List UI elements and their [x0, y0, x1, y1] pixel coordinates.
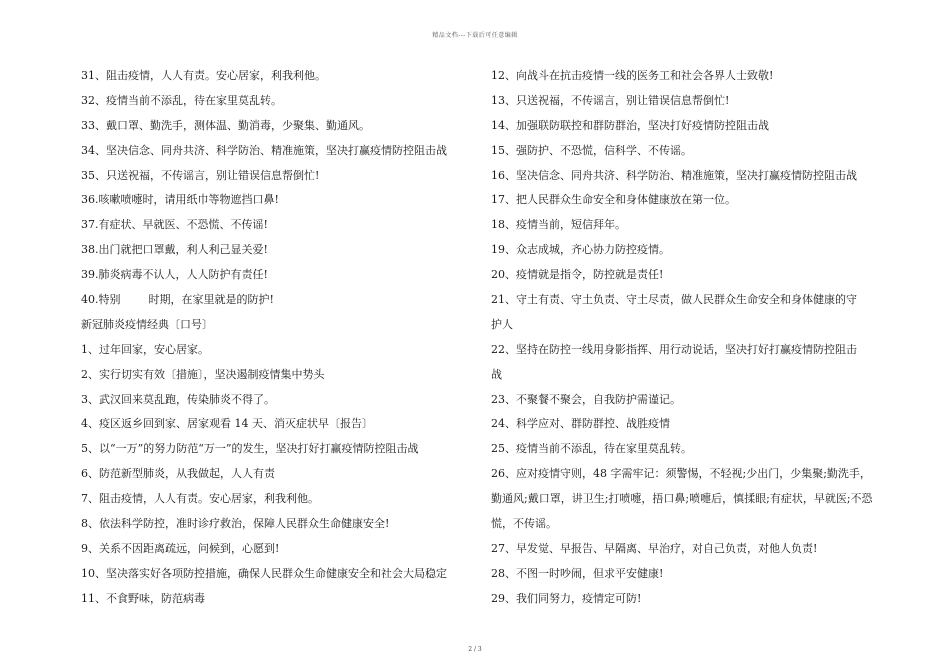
text-line-continuation: 慌，不传谣。: [491, 517, 557, 531]
text-line: 5、以“一万”的努力防范“万一”的发生，坚决打好打赢疫情防控阻击战: [81, 442, 419, 456]
text-line: 9、关系不因距离疏远，问候到，心愿到!: [81, 541, 280, 555]
text-line: 8、依法科学防控，准时诊疗救治，保障人民群众生命健康安全!: [81, 517, 390, 531]
text-line: 28、不图一时吵闹，但求平安健康!: [491, 566, 664, 580]
header-note: 精品文档---下载后可任意编辑: [432, 32, 518, 39]
text-line: 37.有症状、早就医、不恐慌、不传谣!: [81, 218, 268, 232]
text-line: 3、武汉回来莫乱跑，传染肺炎不得了。: [81, 392, 275, 406]
text-line: 4、疫区返乡回到家、居家观看 14 天、消灭症状早〔报告〕: [81, 417, 373, 431]
text-line: 24、科学应对、群防群控、战胜疫情: [491, 417, 670, 431]
text-line: 36.咳嗽喷嚏时，请用纸巾等物遮挡口鼻!: [81, 193, 279, 207]
text-line: 38.出门就把口罩戴，利人利己显关爱!: [81, 243, 268, 257]
left-column: [81, 64, 466, 612]
text-line: 15、强防护、不恐慌，信科学、不传谣。: [491, 143, 692, 157]
text-line: 13、只送祝福，不传谣言，别让错误信息帮倒忙!: [491, 93, 730, 107]
right-column: [491, 64, 873, 612]
page-number: 2 / 3: [468, 646, 482, 653]
text-line: 34、坚决信念、同舟共济、科学防治、精准施策，坚决打赢疫情防控阻击战: [81, 143, 447, 157]
text-line: 35、只送祝福，不传谣言，别让错误信息帮倒忙!: [81, 168, 320, 182]
text-line: 31、阻击疫情，人人有责。安心居家，利我利他。: [81, 69, 326, 82]
text-line: 20、疫情就是指令，防控就是责任!: [491, 268, 664, 282]
text-line: 7、阻击疫情，人人有责。安心居家，利我利他。: [81, 492, 319, 506]
text-line-continuation: 战: [491, 367, 502, 381]
text-line-continuation: 护人: [491, 317, 513, 331]
text-line: 18、疫情当前，短信拜年。: [491, 218, 626, 232]
text-line: 32、疫情当前不添乱，待在家里莫乱转。: [81, 93, 282, 107]
text-line: 10、坚决落实好各项防控措施，确保人民群众生命健康安全和社会大局稳定: [81, 566, 447, 580]
text-line: 2、实行切实有效〔措施〕，坚决遏制疫情集中势头: [81, 367, 325, 381]
text-line: 14、加强联防联控和群防群治，坚决打好疫情防控阻击战: [491, 118, 769, 132]
text-line: 6、防范新型肺炎，从我做起，人人有责: [81, 467, 275, 481]
text-line: 39.肺炎病毒不认人，人人防护有责任!: [81, 268, 268, 282]
section-heading: 新冠肺炎疫情经典〔口号〕: [81, 317, 213, 331]
text-line: 1、过年回家，安心居家。: [81, 342, 209, 356]
text-line: 26、应对疫情守则，48 字需牢记：须警惕，不轻视;少出门，少集聚;勤洗手，: [491, 467, 871, 481]
text-line-continuation: 勤通风;戴口罩，讲卫生;打喷嚏，捂口鼻;喷嚏后，慎揉眼;有症状，早就医;不恐: [491, 492, 873, 506]
text-line: 22、坚持在防控一线用身影指挥、用行动说话，坚决打好打赢疫情防控阻击: [491, 342, 857, 356]
text-line: 11、不食野味，防范病毒: [81, 591, 205, 605]
text-line: 23、不聚餐不聚会，自我防护需谨记。: [491, 392, 681, 406]
text-line: 29、我们同努力，疫情定可防!: [491, 591, 642, 605]
text-line: 17、把人民群众生命安全和身体健康放在第一位。: [491, 193, 736, 207]
text-line: 21、守土有责、守土负责、守土尽责，做人民群众生命安全和身体健康的守: [491, 293, 857, 307]
text-line: 27、早发觉、早报告、早隔离、早治疗，对自己负责，对他人负责!: [491, 541, 818, 555]
text-line: 40.特别 时期，在家里就是的防护!: [81, 293, 274, 307]
text-line: 12、向战斗在抗击疫情一线的医务工和社会各界人士致敬!: [491, 69, 774, 82]
text-line: 25、疫情当前不添乱，待在家里莫乱转。: [491, 442, 692, 456]
text-line: 16、坚决信念、同舟共济、科学防治、精准施策，坚决打赢疫情防控阻击战: [491, 168, 857, 182]
text-line: 19、众志成城，齐心协力防控疫情。: [491, 243, 670, 257]
text-line: 33、戴口罩、勤洗手，测体温、勤消毒，少聚集、勤通风。: [81, 118, 370, 132]
